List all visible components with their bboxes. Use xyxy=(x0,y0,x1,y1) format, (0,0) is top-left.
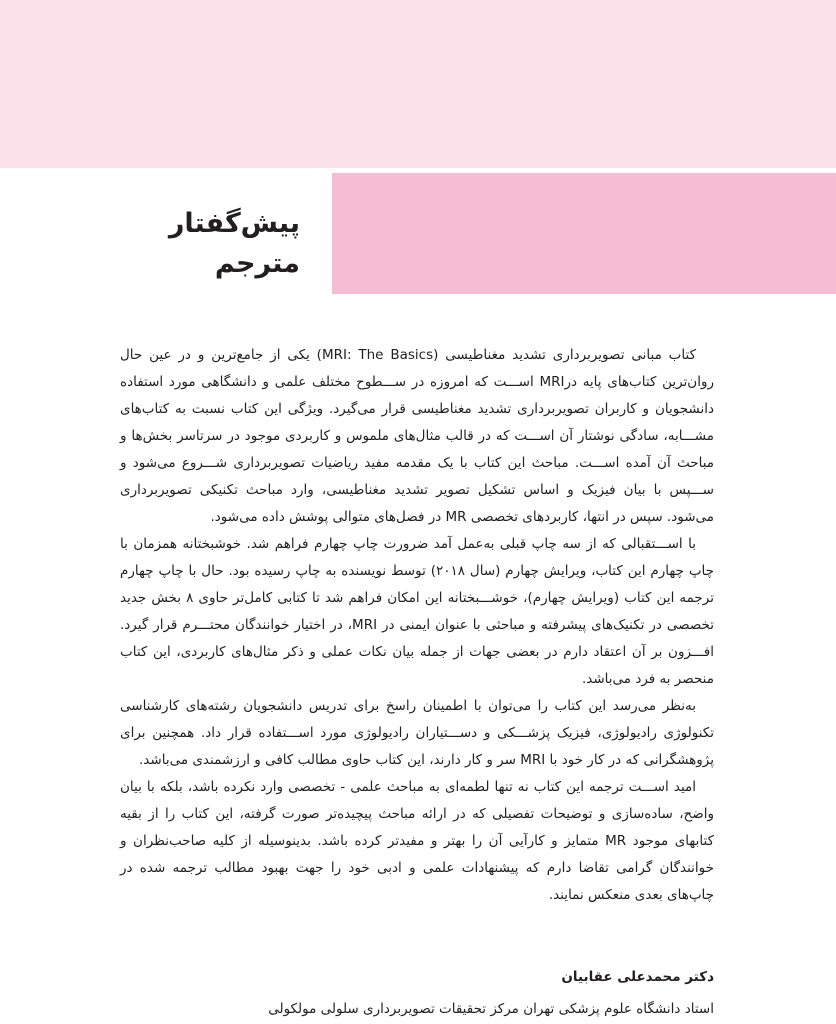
page-title-line-2: مترجم xyxy=(214,248,300,279)
page-title-line-1: پیش‌گفتار xyxy=(168,208,300,239)
paragraph-3: به‌نظر می‌رسد این کتاب را می‌توان با اطمینان راسخ برای تدریس دانشجویان رشته‌های کارشناسی تکنولوژی رادیولوژی، فیزیک پزشـــکی و دســـتیاران رادیولوژی مورد اســـتفاده قرار داد. همچنین برای پژوهشگرانی که در کار خود با MRI سر و کار دارند، این کتاب حاوی مطالب کافی و ارزشمندی می‌باشد. xyxy=(120,698,714,768)
paragraph-4: امید اســـت ترجمه این کتاب نه تنها لطمه‌ای به مباحث علمی - تخصصی وارد نکرده باشد، بلکه با بیان واضح، ساده‌سازی و توضیحات تفصیلی که در ارائه مباحث پیچیده‌تر صورت گرفته، این کتاب را از بقیه کتابهای موجود MR متمایز و کارآیی آن را بهتر و مفیدتر کرده باشد. بدینوسیله از کلیه صاحب‌نظران و خوانندگان گرامی تقاضا دارم که پیشنهادات علمی و ادبی خود را جهت بهبود مطالب ترجمه شده در چاپ‌های بعدی منعکس نمایند. xyxy=(120,779,714,903)
preface-body xyxy=(120,342,714,909)
page-title xyxy=(130,204,300,284)
title-accent-bar xyxy=(332,173,836,294)
paragraph-1: کتاب مبانی تصویربرداری تشدید مغناطیسی (MRI: The Basics) یکی از جامع‌ترین و در عین حال روان‌ترین کتاب‌های پایه درMRI اســـت که امروزه در ســـطوح مختلف علمی و دانشگاهی مورد استفاده دانشجویان و کاربران تصویربرداری تشدید مغناطیسی قرار می‌گیرد. ویژگی این کتاب نسبت به کتاب‌های مشـــابه، سادگی نوشتار آن اســـت که در قالب مثال‌های ملموس و کاربردی موجود در سرتاسر بخش‌ها و مباحث آن آمده اســـت. مباحث این کتاب با یک مقدمه مفید ریاضیات تصویربرداری شـــروع می‌شود و ســـپس با بیان فیزیک و اساس تشکیل تصویر تشدید مغناطیسی، وارد مباحث تکنیکی تصویربرداری می‌شود. سپس در انتها، کاربردهای تخصصی MR در فصل‌های متوالی پوشش داده می‌شود. xyxy=(120,347,715,525)
signature-block xyxy=(120,964,714,1024)
translator-affiliation: استاد دانشگاه علوم پزشکی تهران مرکز تحقیقات تصویربرداری سلولی مولکولی xyxy=(268,1001,714,1017)
translator-name: دکتر محمدعلی عقابیان xyxy=(561,969,714,985)
paragraph-2: با اســـتقبالی که از سه چاپ قبلی به‌عمل آمد ضرورت چاپ چهارم فراهم شد. خوشبختانه همزمان با چاپ چهارم این کتاب، ویرایش چهارم (سال ۲۰۱۸) توسط نویسنده به چاپ رسیده بود. حال با چاپ چهارم ترجمه این کتاب (ویرایش چهارم)، خوشـــبختانه این امکان فراهم شد تا کتابی کامل‌تر حاوی ۸ بخش جدید تخصصی در تکنیک‌های پیشرفته و مباحثی با عنوان ایمنی در MRI، در اختیار خوانندگان محتـــرم قرار گیرد. افـــزون بر آن اعتقاد دارم در بعضی جهات از جمله بیان نکات عملی و ذکر مثال‌های کاربردی، این کتاب منحصر به فرد می‌باشد. xyxy=(120,536,715,687)
top-decorative-band xyxy=(0,0,836,168)
